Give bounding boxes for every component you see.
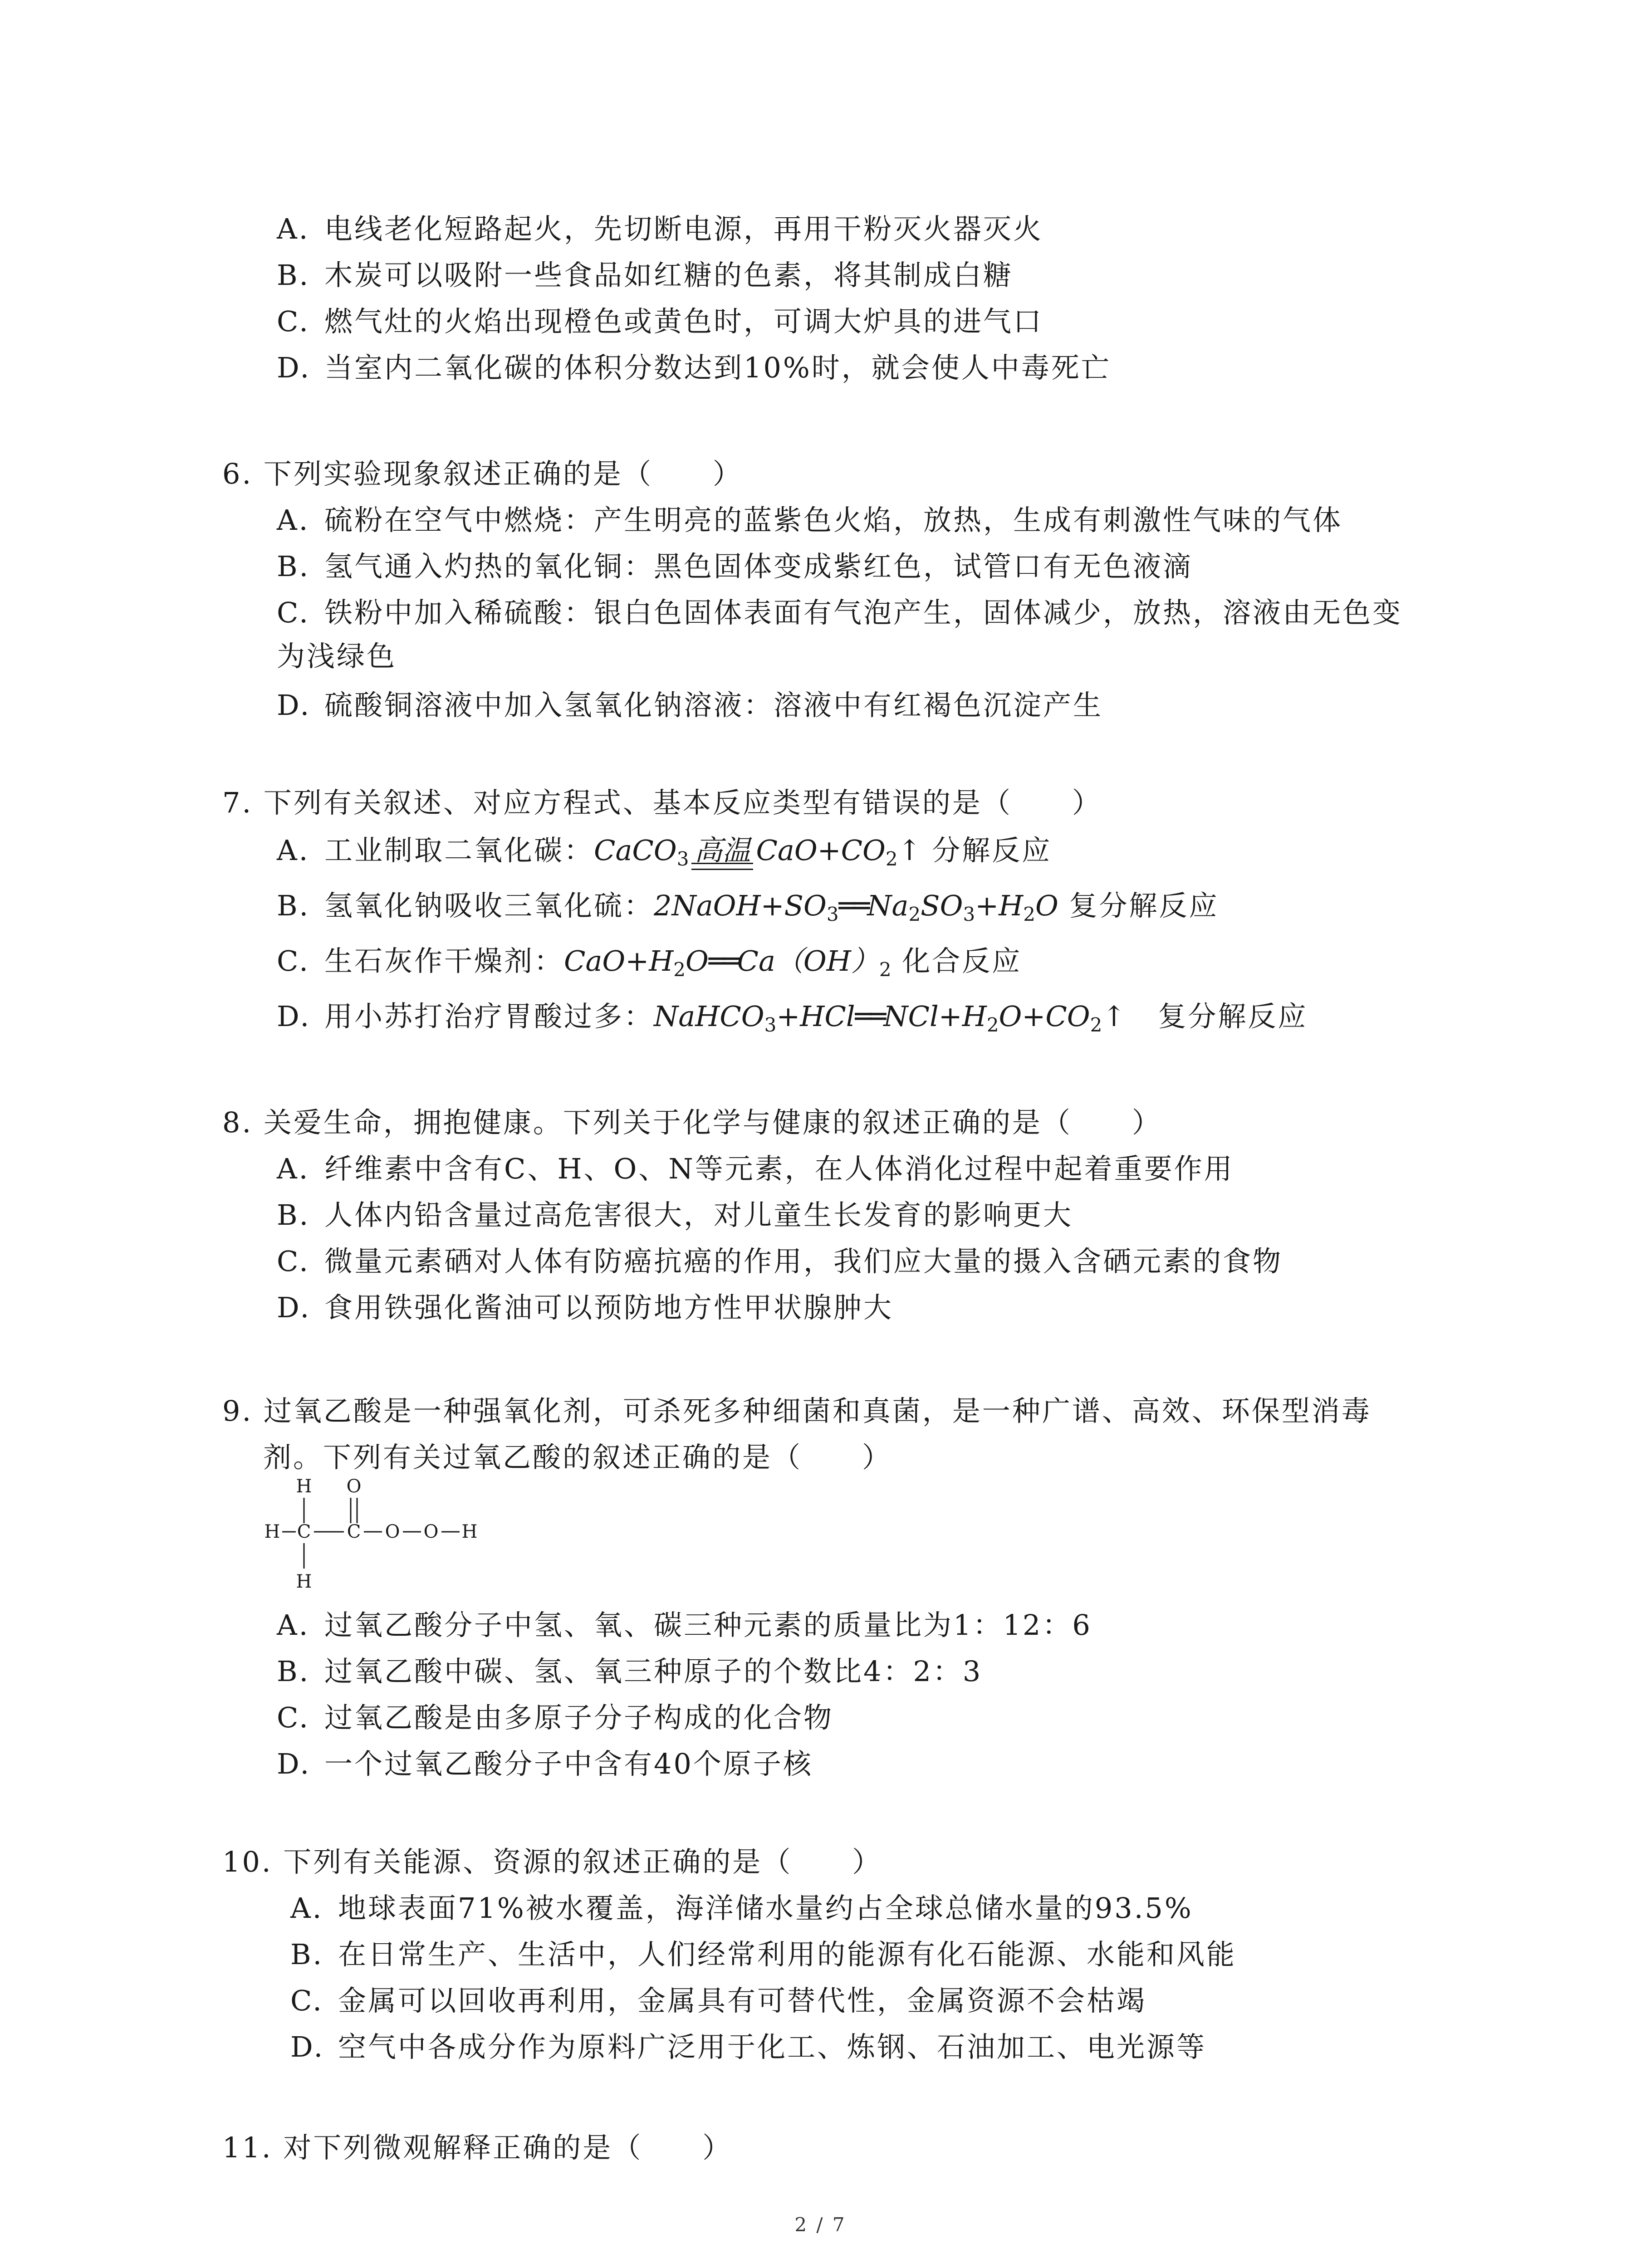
q9-stem-line2: 剂。下列有关过氧乙酸的叙述正确的是（ ） (263, 1441, 892, 1474)
q10-option-c: C. 金属可以回收再利用，金属具有可替代性，金属资源不会枯竭 (290, 1984, 1147, 2017)
peracetic-acid-structure (263, 1474, 517, 1597)
struct-h-right: H (461, 1521, 478, 1542)
q9-option-b: B. 过氧乙酸中碳、氢、氧三种原子的个数比4：2：3 (277, 1655, 983, 1688)
struct-h-bottom: H (296, 1571, 312, 1592)
q6-option-a: A. 硫粉在空气中燃烧：产生明亮的蓝紫色火焰，放热，生成有刺激性气味的气体 (277, 503, 1343, 537)
q7-option-b: B. 氢氧化钠吸收三氧化硫：$2NaOH+SO_3══Na_2SO_3+H_2O$ 复分解反应 (277, 889, 1219, 925)
q8-stem: 8. 关爱生命，拥抱健康。下列关于化学与健康的叙述正确的是（ ） (222, 1106, 1162, 1139)
q6-stem: 6. 下列实验现象叙述正确的是（ ） (222, 457, 743, 490)
q6-option-b: B. 氢气通入灼热的氧化铜：黑色固体变成紫红色，试管口有无色液滴 (277, 550, 1193, 583)
q7-stem: 7. 下列有关叙述、对应方程式、基本反应类型有错误的是（ ） (222, 786, 1102, 819)
struct-o-1: O (385, 1521, 400, 1542)
q10-option-a: A. 地球表面71%被水覆盖，海洋储水量约占全球总储水量的93.5% (290, 1892, 1193, 1925)
q6-option-d: D. 硫酸铜溶液中加入氢氧化钠溶液：溶液中有红褐色沉淀产生 (277, 689, 1103, 722)
q9-option-a: A. 过氧乙酸分子中氢、氧、碳三种元素的质量比为1：12：6 (277, 1608, 1092, 1642)
q7-option-d: D. 用小苏打治疗胃酸过多：$NaHCO_3+HCl══NCl+H_2O+CO_2↑$ 复分解反应 (277, 1000, 1308, 1036)
struct-h-left: H (264, 1521, 280, 1542)
q9-option-c: C. 过氧乙酸是由多原子分子构成的化合物 (277, 1701, 834, 1734)
struct-o-top: O (346, 1476, 362, 1497)
q8-option-c: C. 微量元素硒对人体有防癌抗癌的作用，我们应大量的摄入含硒元素的食物 (277, 1245, 1283, 1278)
struct-c2: C (347, 1521, 361, 1542)
q5-option-c: C. 燃气灶的火焰出现橙色或黄色时，可调大炉具的进气口 (277, 305, 1043, 338)
page-number: 2 / 7 (794, 2214, 847, 2236)
struct-h-top: H (296, 1476, 312, 1497)
struct-o-2: O (423, 1521, 439, 1542)
q10-stem: 10. 下列有关能源、资源的叙述正确的是（ ） (222, 1845, 882, 1878)
q7-c-equation: $CaO+H_2O══Ca(OH)_2$ (564, 944, 892, 981)
q7-b-equation: $2NaOH+SO_3══Na_2SO_3+H_2O$ (654, 889, 1058, 925)
q7-option-c: C. 生石灰作干燥剂：$CaO+H_2O══Ca(OH)_2$ 化合反应 (277, 944, 1022, 981)
q6-option-c-continued: 为浅绿色 (277, 640, 397, 673)
q8-option-a: A. 纤维素中含有C、H、O、N等元素，在人体消化过程中起着重要作用 (277, 1152, 1234, 1185)
q7-option-a: A. 工业制取二氧化碳：CaCO$_3$ 高温 $CaO+CO_2↑$ 分解反应 (277, 834, 1052, 870)
q9-option-d: D. 一个过氧乙酸分子中含有40个原子核 (277, 1747, 813, 1780)
q11-stem: 11. 对下列微观解释正确的是（ ） (222, 2131, 733, 2164)
q8-option-b: B. 人体内铅含量过高危害很大，对儿童生长发育的影响更大 (277, 1198, 1073, 1232)
q10-option-d: D. 空气中各成分作为原料广泛用于化工、炼钢、石油加工、电光源等 (290, 2030, 1207, 2063)
q5-option-d: D. 当室内二氧化碳的体积分数达到10%时，就会使人中毒死亡 (277, 351, 1111, 384)
q5-option-b: B. 木炭可以吸附一些食品如红糖的色素，将其制成白糖 (277, 259, 1014, 292)
q7-a-equation: CaCO$_3$ 高温 $CaO+CO_2↑$ (594, 834, 921, 870)
q8-option-d: D. 食用铁强化酱油可以预防地方性甲状腺肿大 (277, 1291, 894, 1324)
q10-option-b: B. 在日常生产、生活中，人们经常利用的能源有化石能源、水能和风能 (290, 1938, 1237, 1971)
q7-d-equation: $NaHCO_3+HCl══NCl+H_2O+CO_2↑$ (654, 1000, 1126, 1036)
q5-option-a: A. 电线老化短路起火，先切断电源，再用干粉灭火器灭火 (277, 212, 1043, 245)
q9-stem-line1: 9. 过氧乙酸是一种强氧化剂，可杀死多种细菌和真菌，是一种广谱、高效、环保型消毒 (222, 1394, 1372, 1427)
struct-c1: C (297, 1521, 311, 1542)
q6-option-c: C. 铁粉中加入稀硫酸：银白色固体表面有气泡产生，固体减少，放热，溶液由无色变 (277, 596, 1403, 629)
